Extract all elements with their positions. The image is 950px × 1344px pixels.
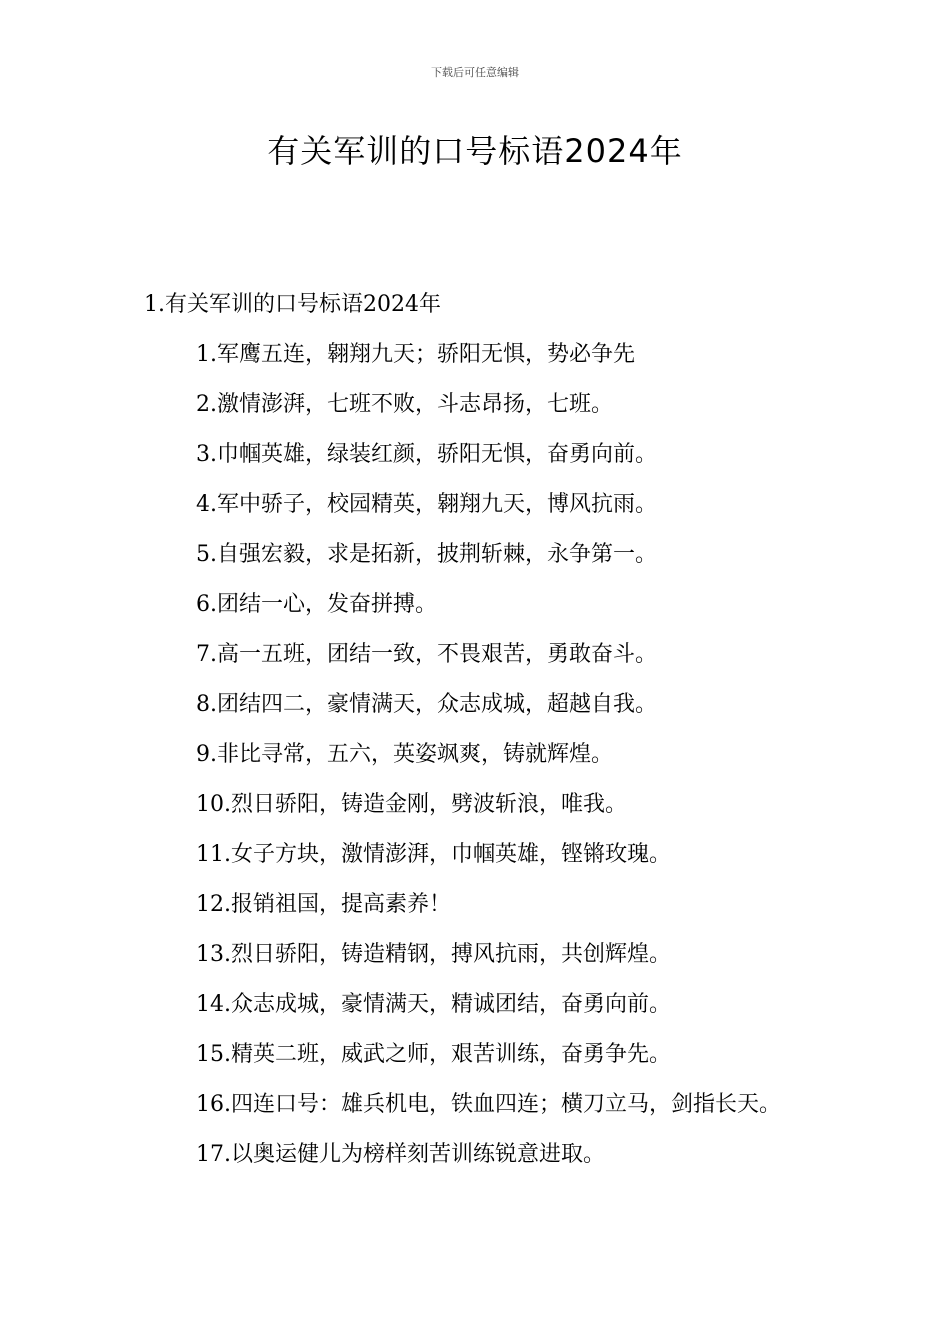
list-item: 8.团结四二，豪情满天，众志成城，超越自我。: [196, 692, 657, 717]
list-item: 6.团结一心，发奋拼搏。: [196, 592, 437, 617]
list-item: 7.高一五班，团结一致，不畏艰苦，勇敢奋斗。: [196, 642, 657, 667]
document-body: [144, 280, 810, 1180]
list-item: 15.精英二班，威武之师，艰苦训练，奋勇争先。: [196, 1042, 671, 1067]
list-item: 14.众志成城，豪情满天，精诚团结，奋勇向前。: [196, 992, 671, 1017]
document-title: 有关军训的口号标语2024年: [267, 132, 683, 170]
list-item: 11.女子方块，激情澎湃，巾帼英雄，铿锵玫瑰。: [196, 842, 671, 867]
list-item: 2.激情澎湃，七班不败，斗志昂扬，七班。: [196, 392, 613, 417]
list-item: 16.四连口号：雄兵机电，铁血四连；横刀立马，剑指长天。: [196, 1092, 781, 1117]
list-item: 3.巾帼英雄，绿装红颜，骄阳无惧，奋勇向前。: [196, 442, 657, 467]
list-item: 1.军鹰五连，翱翔九天；骄阳无惧，势必争先: [196, 342, 635, 367]
page-header-note: 下载后可任意编辑: [431, 66, 519, 79]
list-item: 12.报销祖国，提高素养！: [196, 892, 451, 917]
list-item: 5.自强宏毅，求是拓新，披荆斩棘，永争第一。: [196, 542, 657, 567]
list-item: 17.以奥运健儿为榜样刻苦训练锐意进取。: [196, 1142, 605, 1167]
list-item: 10.烈日骄阳，铸造金刚，劈波斩浪，唯我。: [196, 792, 627, 817]
list-item: 4.军中骄子，校园精英，翱翔九天，博风抗雨。: [196, 492, 657, 517]
list-item: 13.烈日骄阳，铸造精钢，搏风抗雨，共创辉煌。: [196, 942, 671, 967]
list-item: 9.非比寻常，五六，英姿飒爽，铸就辉煌。: [196, 742, 613, 767]
section-heading: 1.有关军训的口号标语2024年: [144, 292, 441, 317]
